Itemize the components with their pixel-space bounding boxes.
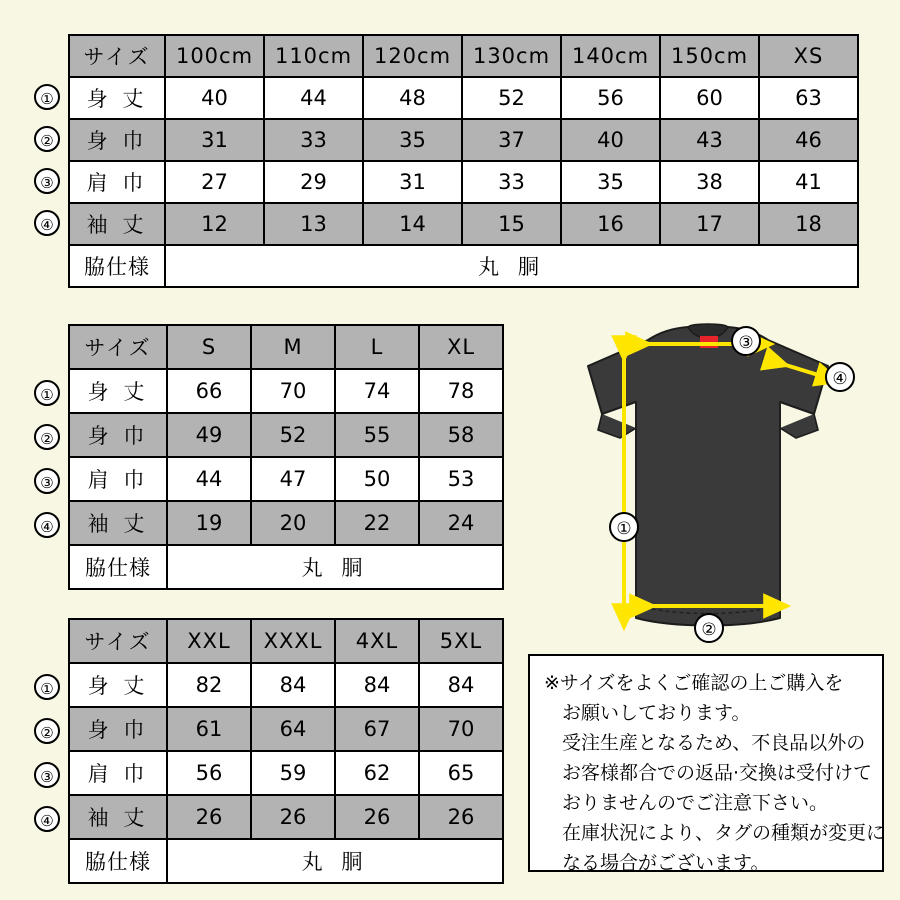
row-label: 身 巾 <box>69 119 165 161</box>
cell-value: 55 <box>335 413 419 457</box>
column-header: 150cm <box>660 35 759 77</box>
notice-line: お願いしております。 <box>562 702 751 724</box>
column-header: S <box>167 325 251 369</box>
row-label: 袖 丈 <box>69 501 167 545</box>
cell-value: 62 <box>335 751 419 795</box>
column-header: L <box>335 325 419 369</box>
table-footer-row <box>69 545 503 589</box>
row-label: 身 巾 <box>69 413 167 457</box>
measure-marker-2: ② <box>34 126 60 152</box>
illustration-marker-shoulder: ③ <box>731 326 761 356</box>
column-header: XXL <box>167 619 251 663</box>
cell-value: 60 <box>660 77 759 119</box>
column-header: 100cm <box>165 35 264 77</box>
measure-marker-3: ③ <box>34 762 60 788</box>
footer-value: 丸 胴 <box>167 839 503 883</box>
cell-value: 66 <box>167 369 251 413</box>
tshirt-illustration <box>528 318 888 654</box>
row-label: 身 丈 <box>69 369 167 413</box>
table-row <box>69 663 503 707</box>
cell-value: 44 <box>264 77 363 119</box>
measure-marker-2: ② <box>34 718 60 744</box>
cell-value: 35 <box>363 119 462 161</box>
cell-value: 18 <box>759 203 858 245</box>
measure-marker-1: ① <box>34 380 60 406</box>
column-header: XXXL <box>251 619 335 663</box>
cell-value: 17 <box>660 203 759 245</box>
table-row <box>69 203 858 245</box>
cell-value: 37 <box>462 119 561 161</box>
column-header: 140cm <box>561 35 660 77</box>
notice-line: おりませんのでご注意下さい。 <box>562 792 829 814</box>
table-row <box>69 77 858 119</box>
column-header: 130cm <box>462 35 561 77</box>
cell-value: 56 <box>561 77 660 119</box>
cell-value: 19 <box>167 501 251 545</box>
table-row <box>69 369 503 413</box>
illustration-marker-body-width: ② <box>694 613 724 643</box>
cell-value: 48 <box>363 77 462 119</box>
row-label: 袖 丈 <box>69 795 167 839</box>
footer-label: 脇仕様 <box>69 839 167 883</box>
cell-value: 31 <box>165 119 264 161</box>
cell-value: 44 <box>167 457 251 501</box>
footer-value: 丸 胴 <box>167 545 503 589</box>
size-table-adult <box>68 324 504 590</box>
cell-value: 40 <box>165 77 264 119</box>
table-row <box>69 751 503 795</box>
size-table-kids <box>68 34 859 288</box>
table-header-row <box>69 35 858 77</box>
illustration-marker-sleeve: ④ <box>825 362 855 392</box>
cell-value: 63 <box>759 77 858 119</box>
notice-line: 受注生産となるため、不良品以外の <box>562 732 866 754</box>
cell-value: 65 <box>419 751 503 795</box>
column-header: 5XL <box>419 619 503 663</box>
table-header-row <box>69 325 503 369</box>
table-row <box>69 119 858 161</box>
cell-value: 38 <box>660 161 759 203</box>
measure-marker-3: ③ <box>34 168 60 194</box>
footer-label: 脇仕様 <box>69 545 167 589</box>
cell-value: 26 <box>167 795 251 839</box>
cell-value: 56 <box>167 751 251 795</box>
cell-value: 61 <box>167 707 251 751</box>
row-label: 身 丈 <box>69 663 167 707</box>
cell-value: 41 <box>759 161 858 203</box>
cell-value: 59 <box>251 751 335 795</box>
measure-marker-4: ④ <box>34 210 60 236</box>
notice-box <box>528 654 884 872</box>
cell-value: 70 <box>251 369 335 413</box>
cell-value: 12 <box>165 203 264 245</box>
cell-value: 35 <box>561 161 660 203</box>
table-header-row <box>69 619 503 663</box>
cell-value: 52 <box>251 413 335 457</box>
footer-value: 丸 胴 <box>165 245 858 287</box>
cell-value: 15 <box>462 203 561 245</box>
cell-value: 26 <box>251 795 335 839</box>
illustration-marker-body-length: ① <box>609 512 639 542</box>
cell-value: 29 <box>264 161 363 203</box>
cell-value: 49 <box>167 413 251 457</box>
cell-value: 24 <box>419 501 503 545</box>
header-size-label: サイズ <box>69 35 165 77</box>
cell-value: 20 <box>251 501 335 545</box>
cell-value: 13 <box>264 203 363 245</box>
notice-line: お客様都合での返品·交換は受付けて <box>562 762 873 784</box>
cell-value: 64 <box>251 707 335 751</box>
cell-value: 47 <box>251 457 335 501</box>
cell-value: 27 <box>165 161 264 203</box>
cell-value: 43 <box>660 119 759 161</box>
cell-value: 70 <box>419 707 503 751</box>
table-footer-row <box>69 245 858 287</box>
header-size-label: サイズ <box>69 325 167 369</box>
cell-value: 33 <box>264 119 363 161</box>
cell-value: 52 <box>462 77 561 119</box>
cell-value: 82 <box>167 663 251 707</box>
cell-value: 16 <box>561 203 660 245</box>
cell-value: 26 <box>335 795 419 839</box>
column-header: XS <box>759 35 858 77</box>
column-header: 110cm <box>264 35 363 77</box>
cell-value: 40 <box>561 119 660 161</box>
row-label: 肩 巾 <box>69 751 167 795</box>
header-size-label: サイズ <box>69 619 167 663</box>
measure-marker-4: ④ <box>34 806 60 832</box>
column-header: M <box>251 325 335 369</box>
column-header: 120cm <box>363 35 462 77</box>
cell-value: 84 <box>335 663 419 707</box>
measure-marker-1: ① <box>34 84 60 110</box>
cell-value: 74 <box>335 369 419 413</box>
column-header: 4XL <box>335 619 419 663</box>
cell-value: 58 <box>419 413 503 457</box>
cell-value: 67 <box>335 707 419 751</box>
row-label: 身 丈 <box>69 77 165 119</box>
notice-line: なる場合がございます。 <box>562 852 770 874</box>
cell-value: 50 <box>335 457 419 501</box>
table-row <box>69 707 503 751</box>
cell-value: 31 <box>363 161 462 203</box>
cell-value: 46 <box>759 119 858 161</box>
cell-value: 78 <box>419 369 503 413</box>
table-row <box>69 457 503 501</box>
measure-marker-4: ④ <box>34 512 60 538</box>
row-label: 身 巾 <box>69 707 167 751</box>
row-label: 肩 巾 <box>69 161 165 203</box>
table-row <box>69 795 503 839</box>
cell-value: 84 <box>251 663 335 707</box>
cell-value: 22 <box>335 501 419 545</box>
column-header: XL <box>419 325 503 369</box>
size-table-plus <box>68 618 504 884</box>
table-footer-row <box>69 839 503 883</box>
row-label: 肩 巾 <box>69 457 167 501</box>
row-label: 袖 丈 <box>69 203 165 245</box>
cell-value: 14 <box>363 203 462 245</box>
cell-value: 26 <box>419 795 503 839</box>
notice-line: ※サイズをよくご確認の上ご購入を <box>544 672 844 694</box>
measure-marker-2: ② <box>34 424 60 450</box>
table-row <box>69 501 503 545</box>
notice-line: 在庫状況により、タグの種類が変更に <box>562 822 886 844</box>
footer-label: 脇仕様 <box>69 245 165 287</box>
cell-value: 53 <box>419 457 503 501</box>
table-row <box>69 161 858 203</box>
measure-marker-1: ① <box>34 674 60 700</box>
measure-marker-3: ③ <box>34 468 60 494</box>
table-row <box>69 413 503 457</box>
cell-value: 84 <box>419 663 503 707</box>
cell-value: 33 <box>462 161 561 203</box>
